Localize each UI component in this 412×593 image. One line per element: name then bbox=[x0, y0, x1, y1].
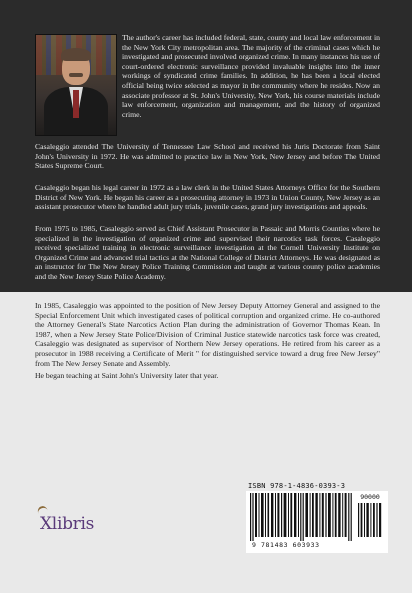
barcode-digits: 9 781483 603933 bbox=[252, 541, 320, 549]
bio-intro-paragraph: The author's career has included federal, state, county and local law enforcement in the New York City metropolitan area. The majority of the criminal cases which he investigated and prosecuted involved organized crime. In many instances his use of court-ordered electronic surveillance provided invaluable insights into the inner workings of syndicated crime families. In addition, he has been a local elected official being twice selected as mayor in the community where he resides. Now an associate professor at St. John's University, New York, his course materials include law enforcement, organization and management, and the history of organized crime. bbox=[122, 33, 380, 119]
author-tie bbox=[73, 90, 79, 118]
author-mustache bbox=[69, 73, 83, 77]
bio-law-school-paragraph: Casaleggio attended The University of Tennessee Law School and received his Juris Doctorate from Saint John's University in 1972. He was admitted to practice law in New York, New Jersey and before The United States Supreme Court. bbox=[35, 142, 380, 171]
price-code: 90000 bbox=[360, 493, 380, 501]
bio-early-career-paragraph: Casaleggio began his legal career in 1972 as a law clerk in the United States Attorneys Office for the Southern District of New York. He began his career as a prosecuting attorney in 1973 in Union County, New Jersey as an assistant prosecutor where he handled adult jury trials, juvenile cases, grand jury investigations and appeals. bbox=[35, 183, 380, 212]
publisher-logo: Xlibris bbox=[40, 514, 95, 534]
barcode-panel bbox=[246, 491, 388, 553]
bio-teaching-paragraph: He began teaching at Saint John's University later that year. bbox=[35, 371, 219, 380]
author-photo bbox=[35, 34, 117, 136]
bio-chief-prosecutor-paragraph: From 1975 to 1985, Casaleggio served as Chief Assistant Prosecutor in Passaic and Morris Counties where he specialized in the investigation of organized crime and supervised their narcotics task forces. Casaleggio received specialized training in electronic surveillance investigation at the Cornell University Institute on Organized Crime and advanced trial tactics at the National College of District Attorneys. He was designated as an instructor for The New Jersey Police Training Commission and taught at various county police academies and the New Jersey State Police Academy. bbox=[35, 224, 380, 281]
price-barcode-icon bbox=[358, 503, 382, 537]
isbn-label: ISBN 978-1-4836-0393-3 bbox=[248, 482, 346, 490]
author-hair bbox=[61, 48, 91, 61]
bio-deputy-ag-paragraph: In 1985, Casaleggio was appointed to the position of New Jersey Deputy Attorney General and assigned to the Special Enforcement Unit which investigated cases of political corruption and organized crime. He co-authored the Attorney General's State Narcotics Action Plan during the administration of Governor Thomas Kean. In 1987, when a New Jersey State Police/Division of Criminal Justice statewide narcotics task force was created, Casaleggio was designated as supervisor of Northern New Jersey operations. He retired from his career as a prosecutor in 1988 receiving a Certificate of Merit " for distinguished service toward a drug free New Jersey" from The New Jersey Senate and Assembly. bbox=[35, 301, 380, 368]
barcode-icon bbox=[250, 493, 354, 541]
